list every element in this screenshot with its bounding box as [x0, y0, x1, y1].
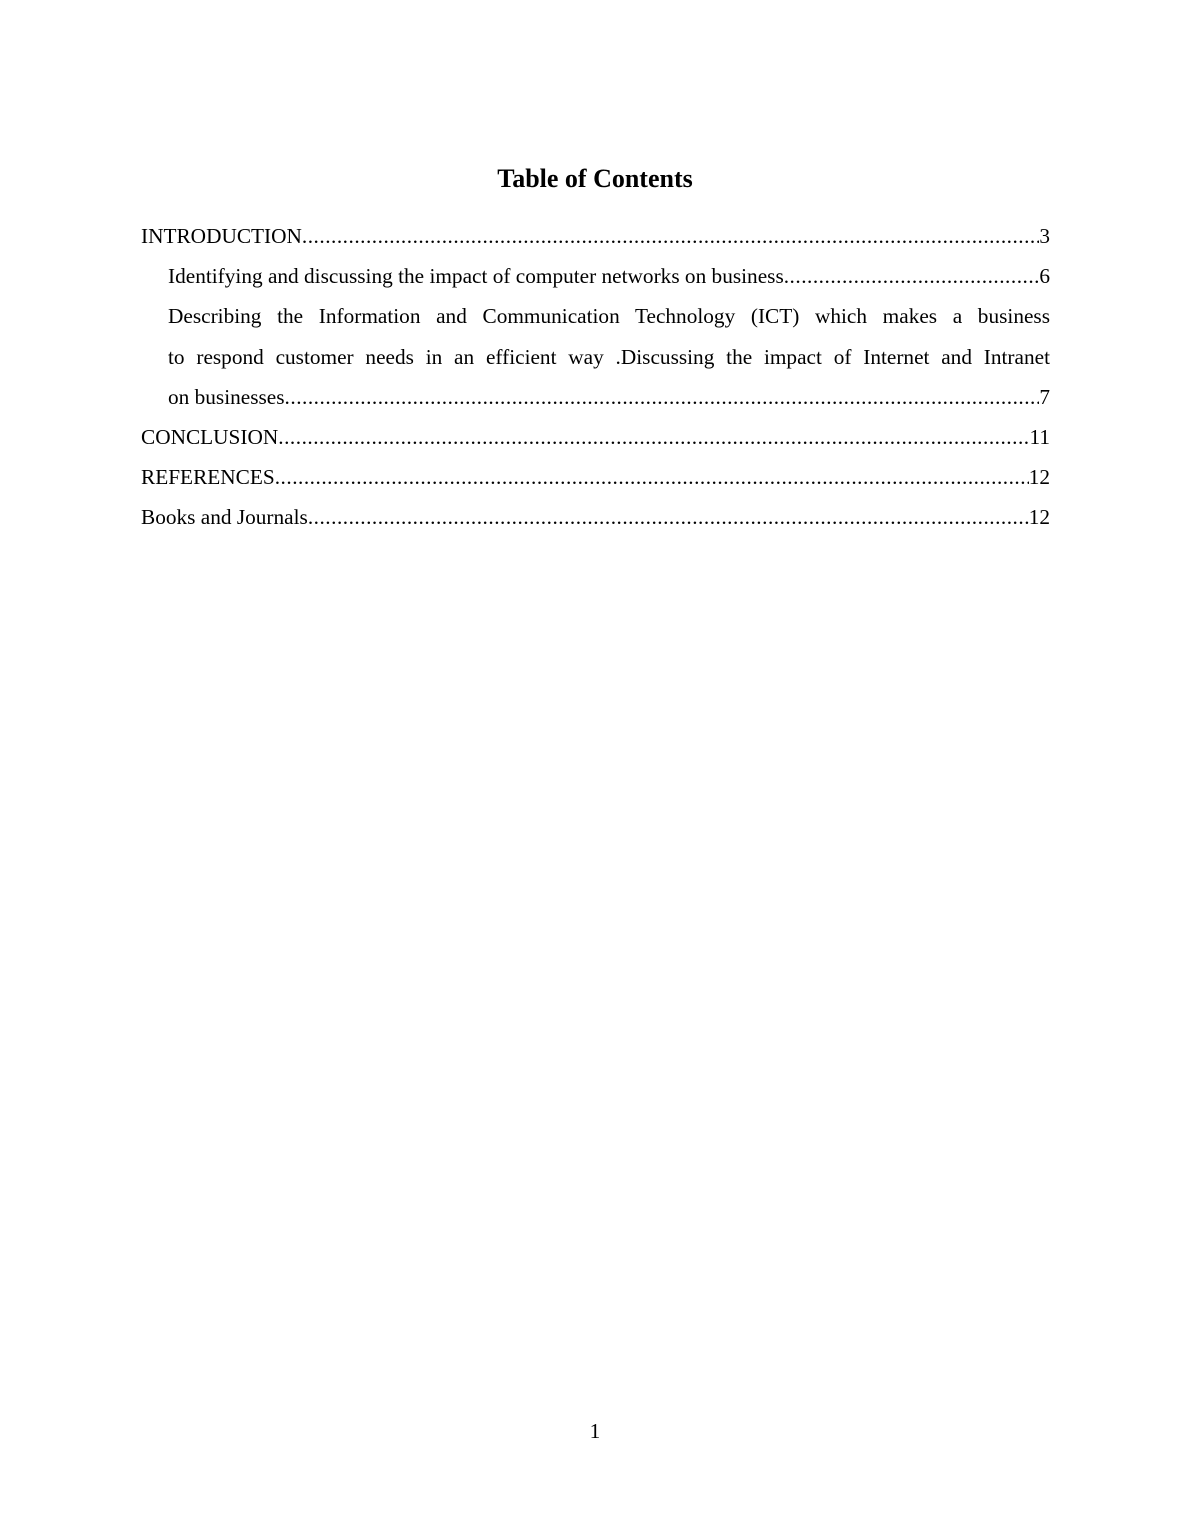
toc-entry-ict[interactable]	[168, 296, 1050, 417]
toc-title: Table of Contents	[497, 164, 693, 193]
toc-leader-dots	[308, 497, 1029, 537]
toc-leader-dots	[784, 256, 1040, 296]
toc-leader-dots	[278, 417, 1029, 457]
toc-entry-label: CONCLUSION	[141, 425, 279, 450]
toc-entry-page: 11	[1029, 425, 1050, 450]
toc-entry-introduction[interactable]	[141, 216, 1050, 256]
toc-entry-page: 6	[1039, 264, 1050, 289]
toc-entry-label: INTRODUCTION	[141, 224, 302, 248]
toc-entry-page: 7	[1039, 384, 1050, 409]
toc-leader-dots	[302, 216, 1039, 256]
toc-entry-line: to respond customer needs in an efficient way .Discussing the impact of Internet and Intranet	[168, 344, 1050, 369]
toc-entry-computer-networks[interactable]	[168, 256, 1050, 296]
toc-leader-dots	[275, 457, 1029, 497]
toc-entry-books-and-journals[interactable]	[141, 497, 1050, 537]
table-of-contents	[141, 216, 1050, 538]
page-number: 1	[589, 1419, 601, 1443]
toc-entry-page: 12	[1028, 505, 1050, 530]
toc-entry-page: 3	[1039, 224, 1050, 248]
toc-entry-references[interactable]	[141, 457, 1050, 497]
toc-entry-page: 12	[1028, 465, 1050, 490]
toc-entry-label: Books and Journals	[141, 505, 308, 530]
toc-leader-dots	[285, 377, 1040, 417]
toc-entry-line: Describing the Information and Communication Technology (ICT) which makes a business	[168, 304, 1050, 329]
toc-entry-conclusion[interactable]	[141, 417, 1050, 457]
toc-entry-label: on businesses	[168, 384, 285, 409]
toc-entry-label: Identifying and discussing the impact of computer networks on business	[168, 264, 784, 289]
toc-entry-label: REFERENCES	[141, 465, 275, 490]
